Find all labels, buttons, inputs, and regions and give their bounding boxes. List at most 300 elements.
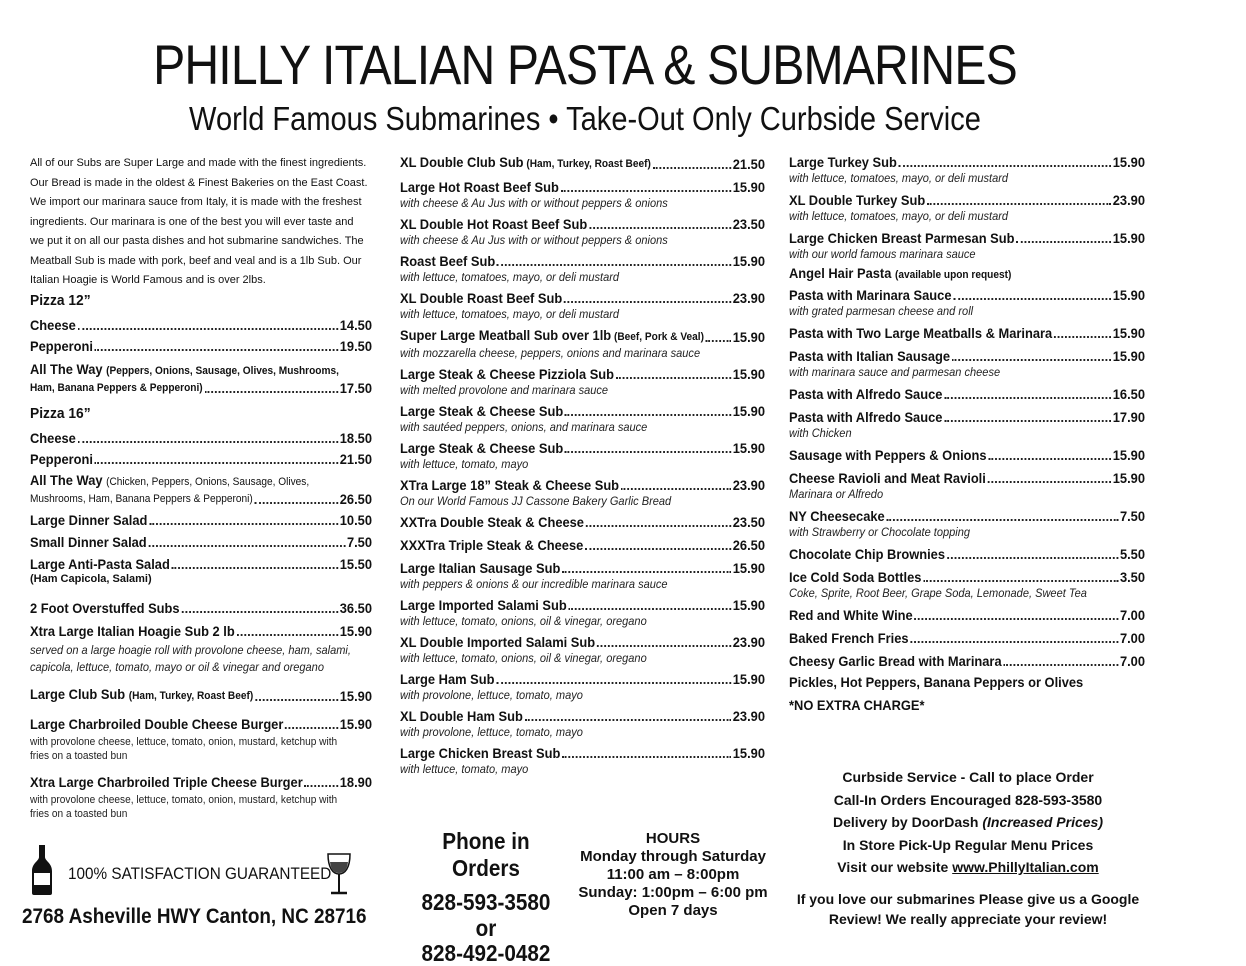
item-price: 15.90 — [1112, 230, 1146, 246]
item-desc: Marinara or Alfredo — [789, 487, 884, 501]
item-desc: with lettuce, tomato, onions, oil & vinegar, oregano — [400, 614, 647, 628]
menu-item — [789, 569, 1145, 600]
item-name: Cheese — [30, 317, 76, 333]
item-row — [400, 560, 765, 577]
item-desc: with melted provolone and marinara sauce — [400, 383, 609, 397]
hours-line: Sunday: 1:00pm – 6:00 pm — [578, 884, 768, 901]
item-row — [400, 253, 765, 270]
item-row — [400, 671, 765, 688]
dot-leader — [586, 525, 731, 527]
item-price: 15.90 — [732, 403, 766, 419]
dot-leader — [887, 519, 1119, 521]
item-row — [789, 154, 1145, 171]
item-extra: (Ham, Turkey, Roast Beef) — [128, 690, 254, 702]
menu-item — [789, 154, 1145, 185]
column-2 — [400, 154, 765, 776]
curbside-line: Call-In Orders Encouraged 828-593-3580 — [833, 791, 1103, 808]
item-price: 17.50 — [339, 380, 373, 396]
item-row — [789, 348, 1145, 365]
item-desc: served on a large hoagie roll with provolone cheese, ham, salami, — [30, 643, 351, 657]
phone-number-2[interactable]: 828-492-0482 — [421, 940, 551, 966]
item-row — [789, 325, 1145, 342]
item-row — [400, 440, 765, 457]
pizza-12-heading: Pizza 12” — [30, 292, 91, 309]
item-extra: (Ham, Turkey, Roast Beef) — [523, 158, 651, 170]
item-name: Cheese — [30, 430, 76, 446]
item-name: Xtra Large Italian Hoagie Sub 2 lb — [30, 623, 235, 639]
dot-leader — [78, 441, 338, 443]
dot-leader — [78, 328, 338, 330]
item-desc: capicola, lettuce, tomato, mayo or oil & vinegar and oregano — [30, 660, 324, 674]
item-name: Pasta with Alfredo Sauce — [789, 409, 943, 425]
dot-leader — [149, 545, 346, 547]
dot-leader — [616, 377, 731, 379]
item-extra: (Chicken, Peppers, Onions, Sausage, Olives, — [106, 476, 310, 488]
item-price: 23.90 — [732, 708, 766, 724]
item-desc: with provolone, lettuce, tomato, mayo — [400, 688, 583, 702]
item-price: 15.90 — [1112, 154, 1146, 170]
item-desc: with provolone, lettuce, tomato, mayo — [400, 725, 583, 739]
menu-item — [30, 623, 372, 676]
item-price: 21.50 — [339, 451, 373, 467]
item-name: Roast Beef Sub — [400, 253, 496, 269]
dot-leader — [1054, 336, 1111, 338]
dot-leader — [496, 682, 731, 684]
item-price: 17.90 — [1112, 409, 1146, 425]
item-desc: with lettuce, tomato, onions, oil & vinegar, oregano — [400, 651, 647, 665]
dot-leader — [915, 618, 1119, 620]
item-name: XTra Large 18” Steak & Cheese Sub — [400, 477, 620, 493]
item-price: 15.90 — [1112, 348, 1146, 364]
item-name: XL Double Ham Sub — [400, 708, 523, 724]
item-row — [400, 403, 765, 420]
item-desc: with Strawberry or Chocolate topping — [789, 525, 971, 539]
item-row — [30, 451, 372, 468]
item-desc: with cheese & Au Jus with or without peppers & onions — [400, 196, 668, 210]
dot-leader — [172, 567, 338, 569]
item-name: XL Double Roast Beef Sub — [400, 290, 563, 306]
item-desc: fries on a toasted bun — [30, 808, 128, 820]
item-extra-line2: Ham, Banana Peppers & Pepperoni) — [30, 382, 203, 394]
dot-leader — [988, 481, 1111, 483]
item-row — [789, 630, 1145, 647]
item-name: All The Way — [30, 472, 103, 488]
item-name: Large Club Sub — [30, 686, 126, 702]
wine-glass-icon — [326, 852, 352, 896]
item-desc: with sautéed peppers, onions, and marinara sauce — [400, 420, 648, 434]
menu-item — [400, 477, 765, 508]
menu-item — [30, 716, 372, 763]
item-name: Large Steak & Cheese Sub — [400, 403, 564, 419]
item-name: 2 Foot Overstuffed Subs — [30, 600, 180, 616]
item-name: Large Imported Salami Sub — [400, 597, 567, 613]
menu-item — [30, 430, 372, 447]
item-row — [400, 179, 765, 196]
item-row — [400, 708, 765, 725]
item-name: Red and White Wine — [789, 607, 913, 623]
item-name: Pepperoni — [30, 451, 93, 467]
item-row — [400, 477, 765, 494]
item-price: 15.90 — [732, 440, 766, 456]
item-row — [400, 154, 765, 173]
dot-leader — [944, 420, 1111, 422]
menu-item — [400, 634, 765, 665]
website-link[interactable]: www.PhillyItalian.com — [952, 859, 1099, 875]
item-name: Large Chicken Breast Sub — [400, 745, 561, 761]
menu-subtitle: World Famous Submarines • Take-Out Only Curbside Service — [189, 100, 981, 137]
item-price: 15.50 — [339, 556, 373, 572]
dot-leader — [95, 349, 338, 351]
hours-line: Monday through Saturday — [580, 848, 766, 865]
item-desc: On our World Famous JJ Cassone Bakery Garlic Bread — [400, 494, 672, 508]
dot-leader — [952, 359, 1111, 361]
menu-item — [789, 409, 1145, 440]
item-desc: with lettuce, tomatoes, mayo, or deli mustard — [789, 209, 1009, 223]
item-desc: with marinara sauce and parmesan cheese — [789, 365, 1001, 379]
hours-heading: HOURS — [645, 830, 701, 847]
item-name: Cheesy Garlic Bread with Marinara — [789, 653, 1002, 669]
item-name: Large Charbroiled Double Cheese Burger — [30, 716, 284, 732]
item-row — [400, 366, 765, 383]
item-price: 18.90 — [339, 774, 373, 790]
item-name: All The Way — [30, 361, 103, 377]
hours-line: 11:00 am – 8:00pm — [606, 866, 740, 883]
item-name: XL Double Imported Salami Sub — [400, 634, 596, 650]
menu-item — [789, 325, 1145, 342]
dot-leader — [1016, 241, 1111, 243]
menu-item — [789, 607, 1145, 624]
curbside-line: Delivery by DoorDash (Increased Prices) — [832, 814, 1103, 830]
menu-item — [400, 440, 765, 471]
item-row — [789, 287, 1145, 304]
phone-number-1[interactable]: 828-593-3580 — [421, 889, 551, 915]
item-name: Cheese Ravioli and Meat Ravioli — [789, 470, 986, 486]
item-price: 3.50 — [1119, 569, 1146, 585]
item-desc: with lettuce, tomatoes, mayo, or deli mustard — [400, 307, 620, 321]
dot-leader — [927, 203, 1111, 205]
item-price: 23.90 — [732, 477, 766, 493]
item-name: Sausage with Peppers & Onions — [789, 447, 987, 463]
item-row — [789, 546, 1145, 563]
menu-item — [789, 546, 1145, 563]
curbside-line: Visit our website www.PhillyItalian.com — [837, 859, 1099, 875]
hours-block — [574, 830, 772, 920]
item-desc: with grated parmesan cheese and roll — [789, 304, 974, 318]
item-price: 23.90 — [732, 634, 766, 650]
menu-item — [789, 470, 1145, 501]
menu-item — [400, 514, 765, 531]
item-name: XL Double Turkey Sub — [789, 192, 926, 208]
menu-item — [400, 154, 765, 173]
dot-leader — [525, 719, 731, 721]
pizza-16-list — [30, 430, 372, 468]
menu-item — [400, 671, 765, 702]
item-name: XXXTra Triple Steak & Cheese — [400, 537, 584, 553]
item-name: XXTra Double Steak & Cheese — [400, 514, 584, 530]
item-price: 15.90 — [732, 366, 766, 382]
item-row — [789, 607, 1145, 624]
item-name: Small Dinner Salad — [30, 534, 147, 550]
item-price: 23.50 — [732, 216, 766, 232]
menu-item — [789, 447, 1145, 464]
item-row — [789, 230, 1145, 247]
item-row — [400, 597, 765, 614]
menu-item — [789, 630, 1145, 647]
item-row — [789, 192, 1145, 209]
item-name: Baked French Fries — [789, 630, 909, 646]
item-price: 14.50 — [339, 317, 373, 333]
item-name: Pasta with Marinara Sauce — [789, 287, 952, 303]
item-price: 15.90 — [1112, 447, 1146, 463]
dot-leader — [597, 645, 731, 647]
item-price: 15.90 — [339, 716, 373, 732]
menu-item — [30, 774, 372, 821]
item-desc: with Chicken — [789, 426, 852, 440]
item-desc: with lettuce, tomato, mayo — [400, 457, 529, 471]
dot-leader — [149, 523, 338, 525]
phone-heading: Phone in Orders — [442, 828, 530, 881]
item-price: 15.90 — [1112, 287, 1146, 303]
dot-leader — [1003, 664, 1118, 666]
item-price: 23.90 — [1112, 192, 1146, 208]
menu-item — [30, 556, 372, 573]
menu-item — [400, 745, 765, 776]
item-name: Large Anti-Pasta Salad — [30, 556, 170, 572]
antipasta-note: (Ham Capicola, Salami) — [30, 573, 152, 585]
wine-bottle-icon — [30, 845, 54, 895]
item-extra-line2: Mushrooms, Ham, Banana Peppers & Pepperoni) — [30, 493, 253, 505]
dot-leader — [923, 580, 1118, 582]
item-name: Pasta with Alfredo Sauce — [789, 386, 943, 402]
item-row — [789, 569, 1145, 586]
item-price: 23.90 — [732, 290, 766, 306]
dot-leader — [497, 264, 731, 266]
menu-item — [400, 708, 765, 739]
item-name: XL Double Club Sub (Ham, Turkey, Roast Beef) — [400, 154, 651, 170]
dot-leader — [589, 227, 731, 229]
menu-item — [789, 508, 1145, 539]
menu-item — [400, 560, 765, 591]
item-name: Large Hot Roast Beef Sub — [400, 179, 559, 195]
item-price: 15.90 — [339, 623, 373, 639]
review-line: Review! We really appreciate your review! — [828, 910, 1108, 927]
item-price: 10.50 — [339, 512, 373, 528]
item-extra: (Beef, Pork & Veal) — [611, 331, 704, 343]
menu-item — [30, 317, 372, 334]
item-row — [400, 327, 765, 346]
item-name: Super Large Meatball Sub over 1lb (Beef, Pork & Veal) — [400, 327, 704, 343]
dot-leader — [565, 451, 731, 453]
dot-leader — [95, 462, 338, 464]
item-price: 26.50 — [732, 537, 766, 553]
menu-item — [30, 686, 372, 705]
dot-leader — [944, 397, 1111, 399]
col3-items-2 — [789, 287, 1145, 670]
dot-leader — [988, 458, 1111, 460]
menu-item — [400, 537, 765, 554]
item-price: 5.50 — [1119, 546, 1146, 562]
item-desc: with cheese & Au Jus with or without peppers & onions — [400, 233, 668, 247]
item-name: Ice Cold Soda Bottles — [789, 569, 922, 585]
item-price: 15.90 — [1112, 470, 1146, 486]
angel-hair-note: (available upon request) — [894, 269, 1012, 281]
menu-item — [30, 600, 372, 617]
item-price: 15.90 — [732, 179, 766, 195]
item-row — [400, 514, 765, 531]
item-desc: with provolone cheese, lettuce, tomato, onion, mustard, ketchup with — [30, 736, 338, 748]
dot-leader — [953, 298, 1111, 300]
item-price: 19.50 — [339, 338, 373, 354]
dot-leader — [562, 756, 731, 758]
item-row — [789, 653, 1145, 670]
menu-item — [400, 366, 765, 397]
menu-item — [400, 179, 765, 210]
dot-leader — [899, 165, 1111, 167]
item-price: 15.90 — [732, 329, 766, 345]
phone-or: or — [475, 915, 497, 941]
menu-item — [400, 597, 765, 628]
item-price: 15.90 — [339, 688, 373, 704]
item-name: Pepperoni — [30, 338, 93, 354]
item-name: Large Chicken Breast Parmesan Sub — [789, 230, 1015, 246]
item-row — [30, 338, 372, 355]
dot-leader — [706, 340, 731, 342]
item-row — [400, 290, 765, 307]
item-row — [400, 537, 765, 554]
item-name: Large Turkey Sub — [789, 154, 897, 170]
item-price: 7.00 — [1119, 607, 1146, 623]
menu-item — [30, 534, 372, 551]
item-price: 21.50 — [732, 156, 766, 172]
item-price: 18.50 — [339, 430, 373, 446]
dot-leader — [569, 608, 731, 610]
item-row — [400, 634, 765, 651]
item-name: Large Steak & Cheese Sub — [400, 440, 564, 456]
item-price: 26.50 — [339, 491, 373, 507]
menu-item — [400, 253, 765, 284]
item-row — [30, 534, 372, 551]
column-1 — [30, 292, 372, 821]
menu-item — [400, 290, 765, 321]
no-charge-line: *NO EXTRA CHARGE* — [789, 697, 925, 713]
dot-leader — [653, 167, 731, 169]
item-price: 15.90 — [732, 253, 766, 269]
item-row — [400, 216, 765, 233]
curbside-block — [790, 766, 1146, 929]
item-price: 23.50 — [732, 514, 766, 530]
angel-hair-heading — [789, 265, 1117, 284]
item-row — [789, 470, 1145, 487]
pizza-16-heading: Pizza 16” — [30, 405, 91, 422]
item-price: 16.50 — [1112, 386, 1146, 402]
item-price: 36.50 — [339, 600, 373, 616]
item-price: 15.90 — [732, 560, 766, 576]
item-desc: with provolone cheese, lettuce, tomato, onion, mustard, ketchup with — [30, 794, 338, 806]
item-row — [400, 745, 765, 762]
hours-line: Open 7 days — [628, 902, 718, 919]
item-name: Pasta with Two Large Meatballs & Marinara — [789, 325, 1053, 341]
menu-title: PHILLY ITALIAN PASTA & SUBMARINES — [153, 33, 1017, 96]
item-price: 7.00 — [1119, 630, 1146, 646]
item-extra: (Peppers, Onions, Sausage, Olives, Mushrooms, — [106, 365, 339, 377]
address: 2768 Asheville HWY Canton, NC 28716 — [22, 905, 367, 928]
extras-line: Pickles, Hot Peppers, Banana Peppers or Olives — [789, 674, 1084, 690]
item-price: 15.90 — [1112, 325, 1146, 341]
pizza-12-list — [30, 317, 372, 355]
item-row — [789, 409, 1145, 426]
salad-list — [30, 512, 372, 573]
item-price: 7.00 — [1119, 653, 1146, 669]
menu-item — [30, 472, 372, 508]
item-name: Large Dinner Salad — [30, 512, 148, 528]
item-desc: with our world famous marinara sauce — [789, 247, 976, 261]
review-line: If you love our submarines Please give us a Google — [796, 890, 1140, 907]
guarantee-text: 100% SATISFACTION GUARANTEED — [68, 864, 332, 883]
menu-item — [789, 348, 1145, 379]
angel-hair-title: Angel Hair Pasta — [789, 265, 892, 281]
item-desc: with lettuce, tomato, mayo — [400, 762, 529, 776]
item-desc: fries on a toasted bun — [30, 750, 128, 762]
item-name: Large Steak & Cheese Pizziola Sub — [400, 366, 615, 382]
intro-text: All of our Subs are Super Large and made with the finest ingredients. Our Bread is made in the oldest & Finest Bakeries on the East Coast. We import our marinara sauce from Italy, it is made with the freshest ingredients. Our marinara is one of the best you will ever taste and we put it on all our pasta dishes and hot submarine sandwiches. The Meatball Sub is made with pork, beef and veal and is a 1lb Sub. Our Italian Hoagie is World Famous and is over 2lbs. — [30, 157, 368, 286]
item-row — [30, 512, 372, 529]
curbside-line: In Store Pick-Up Regular Menu Prices — [842, 836, 1094, 853]
item-name: NY Cheesecake — [789, 508, 885, 524]
column-3 — [789, 154, 1145, 714]
item-price: 7.50 — [1119, 508, 1146, 524]
dot-leader — [910, 641, 1118, 643]
item-name: Chocolate Chip Brownies — [789, 546, 946, 562]
item-desc: with lettuce, tomatoes, mayo, or deli mustard — [789, 171, 1009, 185]
dot-leader — [561, 190, 731, 192]
menu-item — [400, 327, 765, 360]
menu-item — [789, 386, 1145, 403]
item-price: 15.90 — [732, 745, 766, 761]
item-name: Large Italian Sausage Sub — [400, 560, 561, 576]
item-row — [789, 386, 1145, 403]
item-desc: Coke, Sprite, Root Beer, Grape Soda, Lemonade, Sweet Tea — [789, 586, 1087, 600]
dot-leader — [562, 571, 731, 573]
dot-leader — [621, 488, 731, 490]
menu-item — [30, 512, 372, 529]
item-name: Large Ham Sub — [400, 671, 495, 687]
col3-items-1 — [789, 154, 1145, 261]
menu-item — [30, 338, 372, 355]
menu-item — [30, 361, 372, 397]
dot-leader — [947, 557, 1118, 559]
menu-item — [789, 192, 1145, 223]
item-price: 15.90 — [732, 597, 766, 613]
item-name: Xtra Large Charbroiled Triple Cheese Burger — [30, 774, 303, 790]
item-name: XL Double Hot Roast Beef Sub — [400, 216, 588, 232]
item-price: 15.90 — [732, 671, 766, 687]
item-row — [789, 447, 1145, 464]
item-name: Pasta with Italian Sausage — [789, 348, 951, 364]
item-row — [30, 430, 372, 447]
dot-leader — [585, 548, 731, 550]
menu-item — [789, 287, 1145, 318]
dot-leader — [564, 301, 731, 303]
menu-item — [30, 451, 372, 468]
item-desc: with lettuce, tomatoes, mayo, or deli mustard — [400, 270, 620, 284]
item-desc: with peppers & onions & our incredible marinara sauce — [400, 577, 668, 591]
menu-item — [789, 653, 1145, 670]
menu-item — [400, 216, 765, 247]
menu-item — [789, 230, 1145, 261]
phone-block — [398, 828, 574, 966]
dot-leader — [565, 414, 731, 416]
item-desc: with mozzarella cheese, peppers, onions and marinara sauce — [400, 346, 701, 360]
